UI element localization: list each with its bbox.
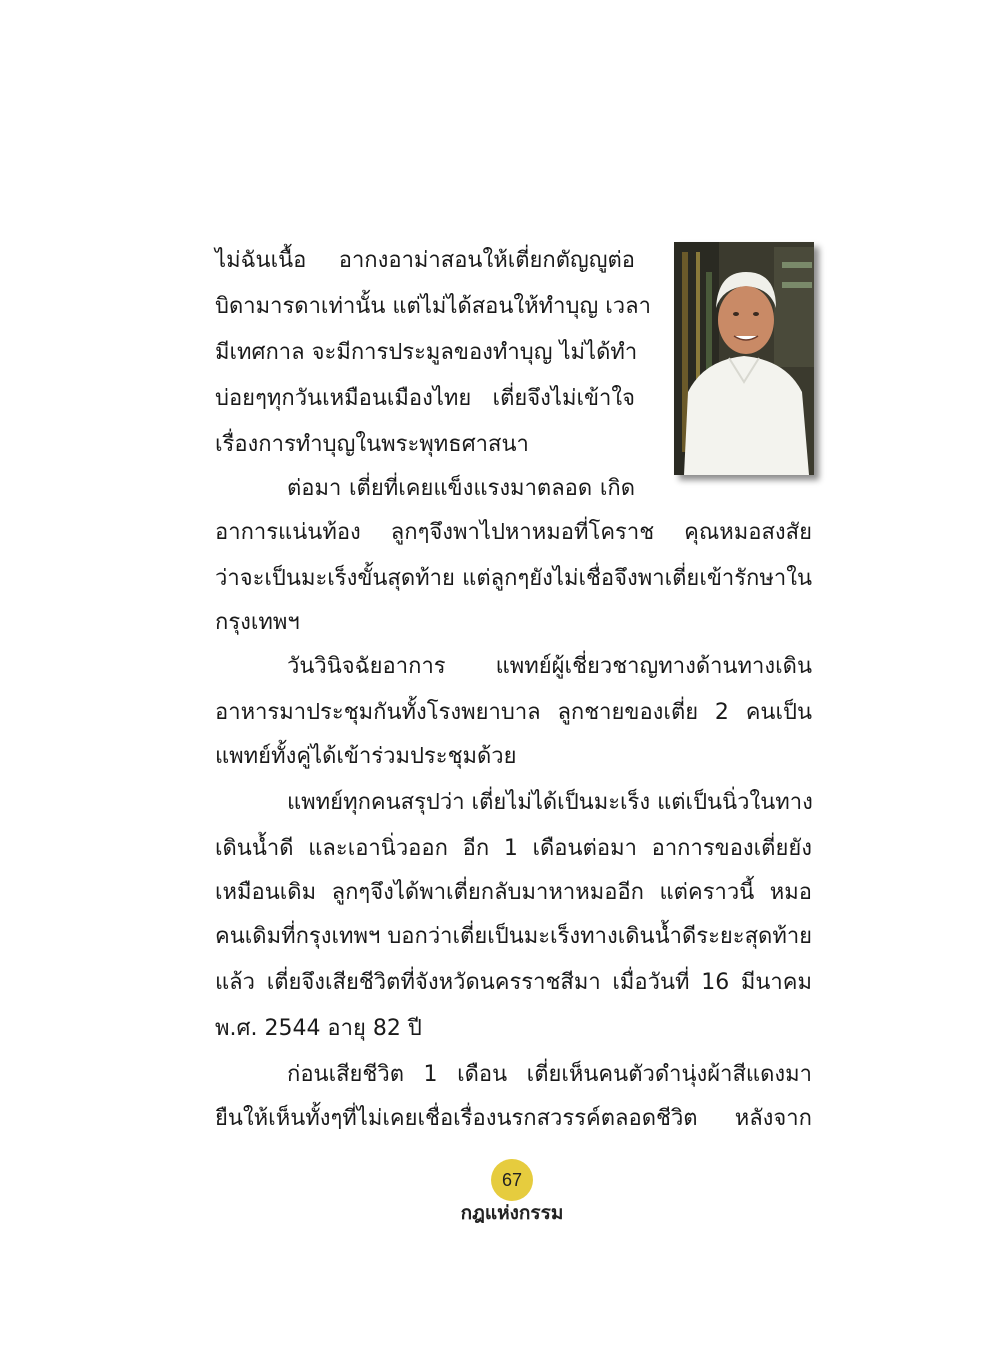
portrait-photo [674, 242, 814, 475]
text-line: วันวินิจฉัยอาการ แพทย์ผู้เชี่ยวชาญทางด้านทางเดิน [287, 654, 812, 679]
text-line: ยืนให้เห็นทั้งๆที่ไม่เคยเชื่อเรื่องนรกสวรรค์ตลอดชีวิต หลังจาก [215, 1106, 812, 1131]
text-line: ก่อนเสียชีวิต 1 เดือน เตี่ยเห็นคนตัวดำนุ่งผ้าสีแดงมา [287, 1062, 812, 1087]
text-line: มีเทศกาล จะมีการประมูลของทำบุญ ไม่ได้ทำ [215, 340, 638, 365]
text-line: ต่อมา เตี่ยที่เคยแข็งแรงมาตลอด เกิด [287, 476, 635, 501]
text-line: อาหารมาประชุมกันทั้งโรงพยาบาล ลูกชายของเตี่ย 2 คนเป็น [215, 700, 812, 725]
text-line: บิดามารดาเท่านั้น แต่ไม่ได้สอนให้ทำบุญ เวลา [215, 294, 651, 319]
text-line: แพทย์ทุกคนสรุปว่า เตี่ยไม่ได้เป็นมะเร็ง แต่เป็นนิ่วในทาง [287, 790, 813, 815]
text-line: ว่าจะเป็นมะเร็งขั้นสุดท้าย แต่ลูกๆยังไม่เชื่อจึงพาเตี่ยเข้ารักษาใน [215, 566, 812, 591]
text-line: เหมือนเดิม ลูกๆจึงได้พาเตี่ยกลับมาหาหมออีก แต่คราวนี้ หมอ [215, 880, 812, 905]
text-line: พ.ศ. 2544 อายุ 82 ปี [215, 1016, 422, 1041]
text-line: แล้ว เตี่ยจึงเสียชีวิตที่จังหวัดนครราชสีมา เมื่อวันที่ 16 มีนาคม [215, 970, 812, 995]
book-title: กฎแห่งกรรม [460, 1202, 564, 1224]
text-line: คนเดิมที่กรุงเทพฯ บอกว่าเตี่ยเป็นมะเร็งทางเดินน้ำดีระยะสุดท้าย [215, 924, 813, 949]
text-line: แพทย์ทั้งคู่ได้เข้าร่วมประชุมด้วย [215, 744, 517, 769]
text-line: เรื่องการทำบุญในพระพุทธศาสนา [215, 432, 529, 457]
text-line: อาการแน่นท้อง ลูกๆจึงพาไปหาหมอที่โคราช คุณหมอสงสัย [215, 520, 812, 545]
page-number-badge: 67 [491, 1159, 533, 1201]
text-line: กรุงเทพฯ [215, 610, 300, 635]
text-line: เดินน้ำดี และเอานิ่วออก อีก 1 เดือนต่อมา อาการของเตี่ยยัง [215, 836, 812, 861]
text-line: บ่อยๆทุกวันเหมือนเมืองไทย เตี่ยจึงไม่เข้าใจ [215, 386, 635, 411]
text-line: ไม่ฉันเนื้อ อากงอาม่าสอนให้เตี่ยกตัญญูต่อ [215, 248, 635, 273]
